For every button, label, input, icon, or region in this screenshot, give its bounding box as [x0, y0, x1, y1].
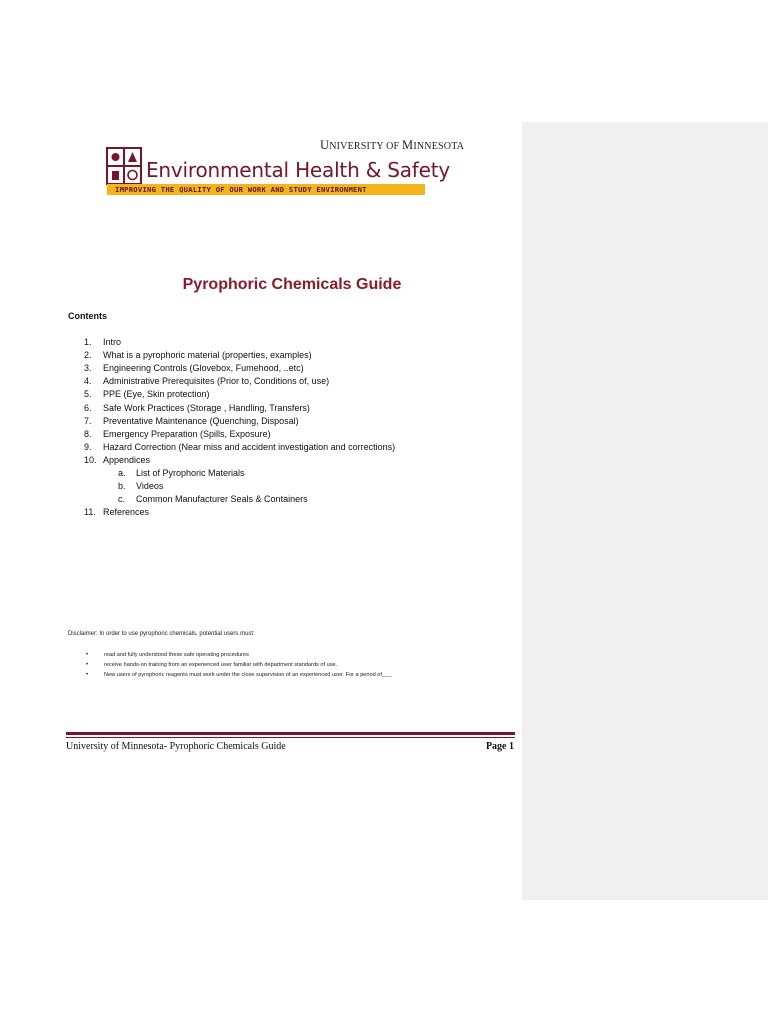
toc-text: Administrative Prerequisites (Prior to, Conditions of, use)	[103, 376, 330, 386]
toc-number: 6.	[84, 403, 92, 413]
toc-text: Videos	[136, 481, 164, 491]
hazard-icons-logo	[106, 147, 142, 185]
bullet-icon: •	[86, 652, 89, 658]
toc-text: Emergency Preparation (Spills, Exposure)	[103, 429, 271, 439]
footer-divider	[66, 732, 515, 735]
toc-number: 11.	[84, 507, 96, 517]
toc-text: Appendices	[103, 455, 151, 465]
toc-number: c.	[118, 494, 126, 504]
toc-text: Intro	[103, 337, 122, 347]
toc-text: Common Manufacturer Seals & Containers	[136, 494, 308, 504]
toc-text: Preventative Maintenance (Quenching, Disposal)	[103, 416, 299, 426]
toc-number: 4.	[84, 376, 92, 386]
toc-number: 3.	[84, 363, 92, 373]
toc-number: 5.	[84, 389, 92, 399]
footer-document-name: University of Minnesota- Pyrophoric Chemicals Guide	[66, 741, 286, 752]
footer-page-number: Page 1	[485, 741, 514, 752]
flask-icon	[112, 171, 119, 180]
toc-text: What is a pyrophoric material (properties, examples)	[103, 350, 312, 360]
toc-number: 10.	[84, 455, 97, 465]
disclaimer-text: Disclaimer: In order to use pyrophoric chemicals, potential users must:	[68, 631, 255, 637]
toc-number: a.	[118, 468, 126, 478]
toc-number: b.	[118, 481, 126, 491]
toc-text: List of Pyrophoric Materials	[136, 468, 245, 478]
footer-divider-thin	[66, 737, 515, 738]
toc-text: PPE (Eye, Skin protection)	[103, 389, 210, 399]
toc-text: Engineering Controls (Glovebox, Fumehood, ..etc)	[103, 363, 304, 373]
comment-pane	[522, 122, 768, 900]
tagline: IMPROVING THE QUALITY OF OUR WORK AND STUDY ENVIRONMENT	[115, 185, 367, 194]
toc-text: Safe Work Practices (Storage , Handling, Transfers)	[103, 403, 310, 413]
toc-text: Hazard Correction (Near miss and accident investigation and corrections)	[103, 442, 396, 452]
university-name: UNIVERSITY OF MINNESOTA	[320, 138, 465, 152]
toc-number: 1.	[84, 337, 92, 347]
toc-text: References	[103, 507, 150, 517]
toc-number: 2.	[84, 350, 92, 360]
toc-number: 9.	[84, 442, 92, 452]
department-name: Environmental Health & Safety	[146, 158, 451, 182]
bullet-icon: •	[86, 662, 89, 668]
radiation-icon	[112, 153, 120, 161]
bullet-icon: •	[86, 672, 89, 678]
toc-number: 7.	[84, 416, 92, 426]
contents-heading: Contents	[68, 311, 107, 321]
document-title: Pyrophoric Chemicals Guide	[182, 276, 402, 293]
toc-number: 8.	[84, 429, 92, 439]
